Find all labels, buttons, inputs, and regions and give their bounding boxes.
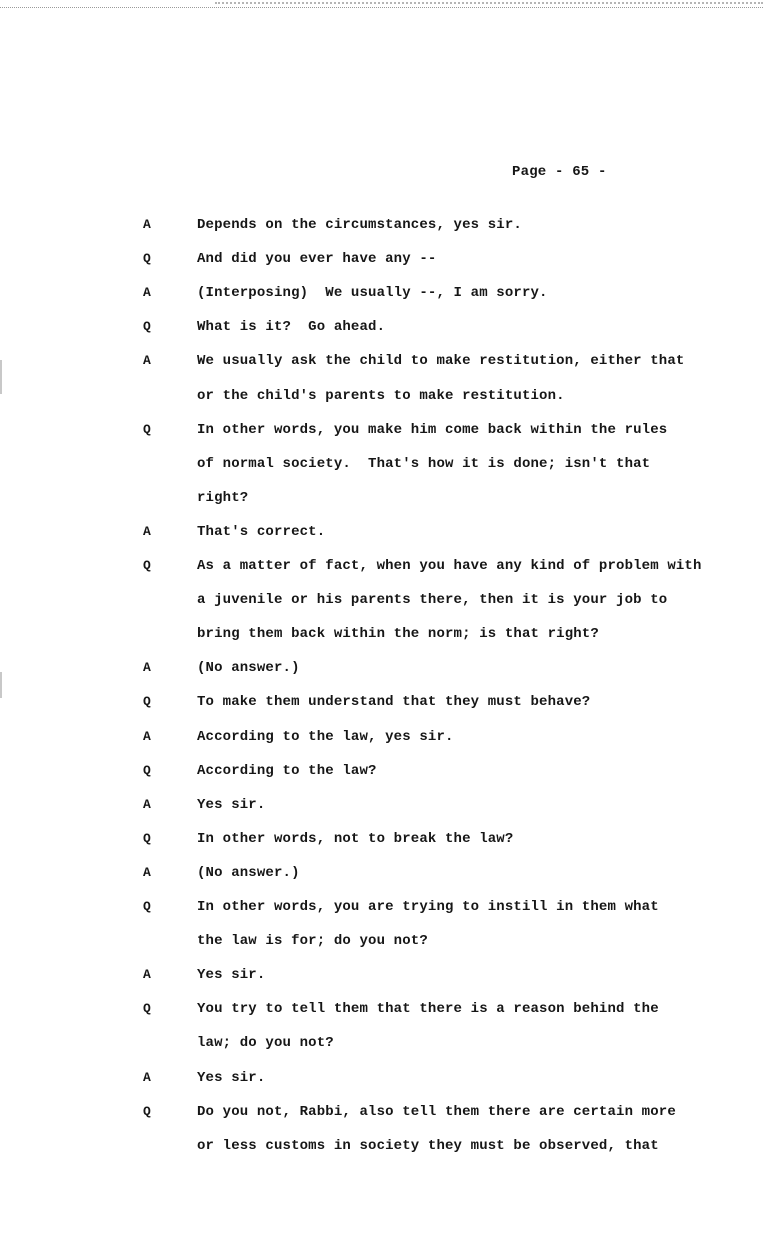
transcript-line <box>0 965 763 985</box>
testimony-text: To make them understand that they must behave? <box>197 694 591 710</box>
transcript-line <box>0 522 763 542</box>
testimony-text: of normal society. That's how it is done; isn't that <box>197 456 651 472</box>
speaker-label: A <box>143 967 151 982</box>
transcript-line <box>0 1136 763 1156</box>
speaker-label: A <box>143 797 151 812</box>
testimony-text: Yes sir. <box>197 797 266 813</box>
transcript-line <box>0 897 763 917</box>
speaker-label: Q <box>143 422 151 437</box>
testimony-text: (No answer.) <box>197 660 300 676</box>
transcript-line <box>0 931 763 951</box>
transcript-line <box>0 658 763 678</box>
speaker-label: A <box>143 353 151 368</box>
testimony-text: You try to tell them that there is a reason behind the <box>197 1001 659 1017</box>
transcript-line <box>0 386 763 406</box>
testimony-text: In other words, you make him come back within the rules <box>197 422 668 438</box>
testimony-text: Yes sir. <box>197 1070 266 1086</box>
testimony-text: bring them back within the norm; is that right? <box>197 626 599 642</box>
testimony-text: As a matter of fact, when you have any kind of problem with <box>197 558 702 574</box>
testimony-text: According to the law, yes sir. <box>197 729 454 745</box>
speaker-label: A <box>143 1070 151 1085</box>
testimony-text: (Interposing) We usually --, I am sorry. <box>197 285 548 301</box>
testimony-text: We usually ask the child to make restitution, either that <box>197 353 685 369</box>
speaker-label: Q <box>143 1001 151 1016</box>
transcript-line <box>0 1102 763 1122</box>
transcript-line <box>0 795 763 815</box>
speaker-label: Q <box>143 251 151 266</box>
transcript-line <box>0 215 763 235</box>
transcript-line <box>0 1068 763 1088</box>
speaker-label: Q <box>143 694 151 709</box>
transcript-line <box>0 999 763 1019</box>
transcript-line <box>0 556 763 576</box>
transcript-line <box>0 692 763 712</box>
testimony-text: That's correct. <box>197 524 326 540</box>
testimony-text: right? <box>197 490 249 506</box>
speaker-label: Q <box>143 899 151 914</box>
transcript-line <box>0 727 763 747</box>
speaker-label: A <box>143 660 151 675</box>
page-number: Page - 65 - <box>512 164 607 180</box>
transcript-line <box>0 283 763 303</box>
speaker-label: A <box>143 524 151 539</box>
transcript-line <box>0 624 763 644</box>
testimony-text: Depends on the circumstances, yes sir. <box>197 217 522 233</box>
transcript-line <box>0 863 763 883</box>
top-edge-rule <box>0 0 763 8</box>
transcript-line <box>0 454 763 474</box>
testimony-text: In other words, you are trying to instill in them what <box>197 899 659 915</box>
transcript-line <box>0 249 763 269</box>
testimony-text: or less customs in society they must be observed, that <box>197 1138 659 1154</box>
testimony-text: Do you not, Rabbi, also tell them there are certain more <box>197 1104 676 1120</box>
transcript-line <box>0 420 763 440</box>
speaker-label: A <box>143 729 151 744</box>
testimony-text: the law is for; do you not? <box>197 933 428 949</box>
speaker-label: Q <box>143 1104 151 1119</box>
speaker-label: Q <box>143 558 151 573</box>
transcript-line <box>0 590 763 610</box>
transcript-line <box>0 829 763 849</box>
testimony-text: a juvenile or his parents there, then it is your job to <box>197 592 668 608</box>
transcript-line <box>0 488 763 508</box>
transcript-line <box>0 317 763 337</box>
speaker-label: Q <box>143 319 151 334</box>
speaker-label: A <box>143 285 151 300</box>
testimony-text: or the child's parents to make restitution. <box>197 388 565 404</box>
testimony-text: (No answer.) <box>197 865 300 881</box>
speaker-label: A <box>143 865 151 880</box>
speaker-label: Q <box>143 763 151 778</box>
testimony-text: In other words, not to break the law? <box>197 831 514 847</box>
speaker-label: A <box>143 217 151 232</box>
transcript-line <box>0 1033 763 1053</box>
testimony-text: According to the law? <box>197 763 377 779</box>
testimony-text: law; do you not? <box>197 1035 334 1051</box>
transcript-line <box>0 761 763 781</box>
testimony-text: Yes sir. <box>197 967 266 983</box>
speaker-label: Q <box>143 831 151 846</box>
testimony-text: And did you ever have any -- <box>197 251 437 267</box>
testimony-text: What is it? Go ahead. <box>197 319 386 335</box>
transcript-line <box>0 351 763 371</box>
